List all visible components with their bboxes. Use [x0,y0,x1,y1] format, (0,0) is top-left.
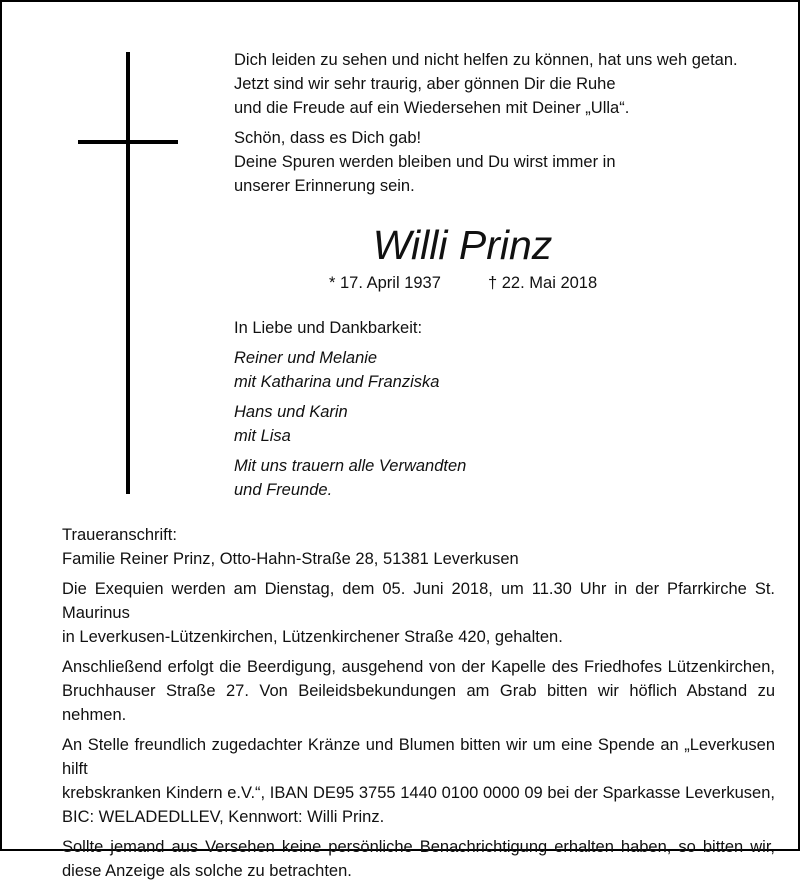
mourner-line: mit Katharina und Franziska [234,373,440,391]
poem-stanza-2 [234,126,774,198]
burial-paragraph [62,655,775,727]
address-label: Traueranschrift: [62,526,177,544]
funeral-details [62,523,775,889]
poem-line: unserer Erinnerung sein. [234,177,415,195]
paragraph-line: BIC: WELADEDLLEV, Kennwort: Willi Prinz. [62,808,385,826]
poem-stanza-1 [234,48,774,120]
paragraph-line: Die Exequien werden am Dienstag, dem 05. Juni 2018, um 11.30 Uhr in der Pfarrkirche St. Maurinus [62,580,775,622]
poem-line: Jetzt sind wir sehr traurig, aber gönnen Dir die Ruhe [234,75,616,93]
paragraph-line: diese Anzeige als solche zu betrachten. [62,862,352,880]
mourner-group [234,346,634,394]
poem-line: Dich leiden zu sehen und nicht helfen zu können, hat uns weh getan. [234,51,738,69]
deceased-name [2,220,800,270]
mourner-line: Hans und Karin [234,403,348,421]
closing-paragraph [62,835,775,883]
mourner-line: und Freunde. [234,481,333,499]
paragraph-line: krebskranken Kindern e.V.“, IBAN DE95 3755 1440 0100 0000 09 bei der Sparkasse Leverkusen, [62,784,775,802]
memorial-poem [234,48,774,204]
poem-line: Schön, dass es Dich gab! [234,129,422,147]
address-paragraph [62,523,775,571]
death-date: † 22. Mai 2018 [488,274,598,292]
cross-horizontal-bar [78,140,178,144]
donation-paragraph [62,733,775,829]
address-text: Familie Reiner Prinz, Otto-Hahn-Straße 28, 51381 Leverkusen [62,550,519,568]
mourner-line: mit Lisa [234,427,291,445]
cross-vertical-bar [126,52,130,494]
mourner-line: Mit uns trauern alle Verwandten [234,457,467,475]
mourner-line: Reiner und Melanie [234,349,378,367]
poem-line: Deine Spuren werden bleiben und Du wirst immer in [234,153,616,171]
poem-line: und die Freude auf ein Wiedersehen mit Deiner „Ulla“. [234,99,630,117]
deceased-name-text: Willi Prinz [372,222,553,268]
mourners-list [234,316,634,508]
paragraph-line: Sollte jemand aus Versehen keine persönliche Benachrichtigung erhalten haben, so bitten wir, [62,838,775,856]
exequien-paragraph [62,577,775,649]
paragraph-line: An Stelle freundlich zugedachter Kränze und Blumen bitten wir um eine Spende an „Leverkusen hilft [62,736,775,778]
paragraph-line: Bruchhauser Straße 27. Von Beileidsbekundungen am Grab bitten wir höflich Abstand zu nehmen. [62,682,775,724]
birth-date: * 17. April 1937 [329,274,441,292]
paragraph-line: in Leverkusen-Lützenkirchen, Lützenkirchener Straße 420, gehalten. [62,628,563,646]
mourners-intro: In Liebe und Dankbarkeit: [234,319,423,337]
paragraph-line: Anschließend erfolgt die Beerdigung, ausgehend von der Kapelle des Friedhofes Lützenkirchen, [62,658,775,676]
mourner-group [234,400,634,448]
mourner-group [234,454,634,502]
